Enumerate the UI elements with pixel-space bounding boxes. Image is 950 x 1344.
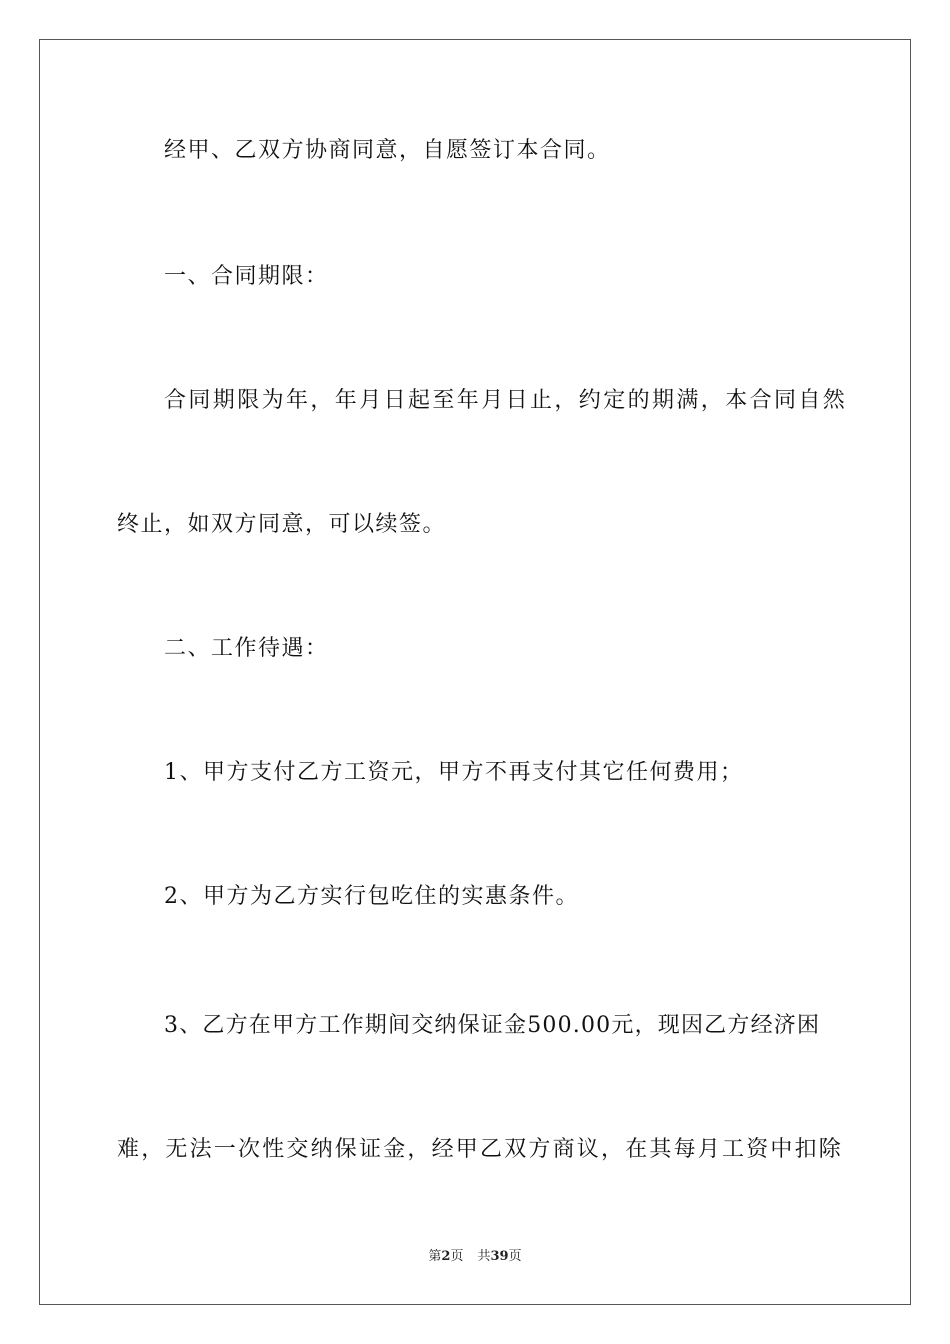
clause-3-deposit-continued: 难，无法一次性交纳保证金，经甲乙双方商议，在其每月工资中扣除: [117, 1137, 844, 1162]
clause-1-salary: 1、甲方支付乙方工资元，甲方不再支付其它任何费用；: [164, 760, 744, 785]
paragraph-contract-term: 合同期限为年，年月日起至年月日止，约定的期满，本合同自然: [164, 388, 848, 413]
paragraph-contract-term-continued: 终止，如双方同意，可以续签。: [117, 512, 447, 537]
section-heading-contract-term: 一、合同期限：: [164, 264, 329, 289]
paragraph-intro: 经甲、乙双方协商同意，自愿签订本合同。: [164, 138, 611, 163]
page-footer: [0, 1248, 950, 1266]
clause-2-room-board: 2、甲方为乙方实行包吃住的实惠条件。: [164, 884, 579, 909]
section-heading-work-benefits: 二、工作待遇：: [164, 636, 329, 661]
page-number: 2: [441, 1249, 451, 1264]
total-pages: 39: [490, 1249, 509, 1264]
total-prefix: 共: [477, 1249, 491, 1264]
clause-3-deposit: 3、乙方在甲方工作期间交纳保证金500.00元，现因乙方经济困: [164, 1013, 821, 1038]
page-suffix: 页: [450, 1249, 464, 1264]
page-prefix: 第: [428, 1249, 442, 1264]
page-border: [39, 39, 911, 1305]
total-suffix: 页: [508, 1249, 522, 1264]
